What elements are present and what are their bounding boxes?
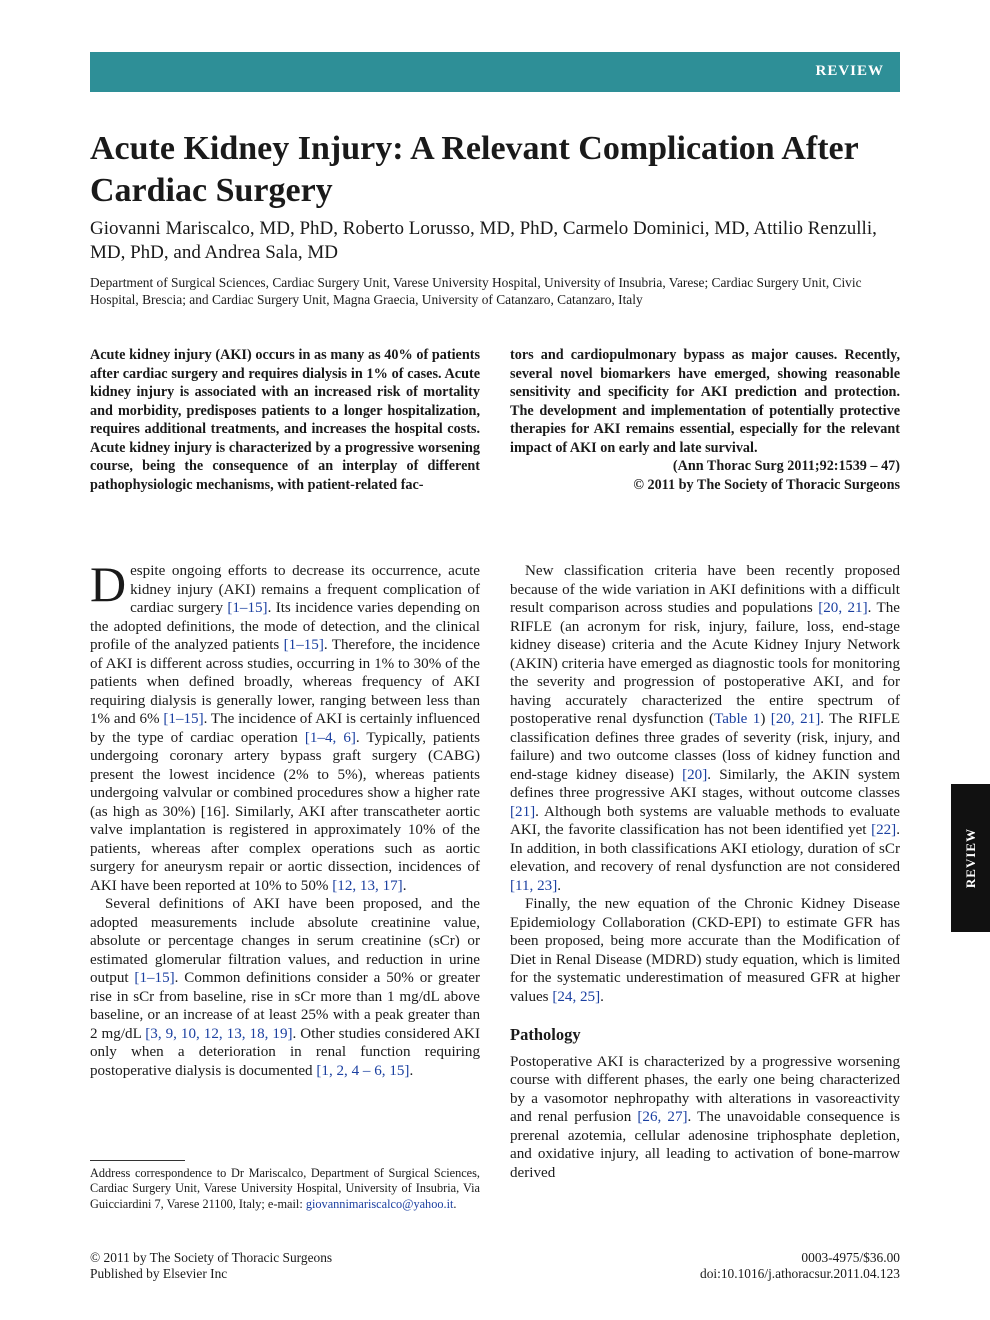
body-text: Postoperative AKI is characterized by a progressive worsening course with different phases, the early one being characterized by a vasomotor nephropathy with alterations in vasoreactivity and renal perfusion [510, 1053, 900, 1125]
body-text: espite ongoing efforts to decrease its occurrence, acute kidney injury (AKI) remains a frequent complication of cardiac surgery [130, 563, 480, 616]
body-text: . [557, 877, 562, 894]
paragraph-classification [510, 562, 900, 895]
footer-publisher: Published by Elsevier Inc [90, 1266, 228, 1281]
section-heading-pathology: Pathology [510, 1025, 581, 1044]
reference-link[interactable]: [1–15] [227, 600, 268, 616]
affiliation: Department of Surgical Sciences, Cardiac Surgery Unit, Varese University Hospital, University of Insubria, Varese; Cardiac Surgery Unit, Civic Hospital, Brescia; and Cardiac Surgery Unit, Magna Graecia, University of Catanzaro, Catanzaro, Italy [90, 275, 862, 307]
body-text: . [600, 988, 604, 1005]
reference-link[interactable]: [1–4, 6] [304, 729, 356, 746]
abstract-right [510, 346, 900, 494]
paragraph-intro [90, 556, 480, 895]
reference-link[interactable]: [21] [510, 803, 536, 820]
reference-link[interactable]: [12, 13, 17] [332, 877, 403, 894]
reference-link[interactable]: [1, 2, 4 – 6, 15] [316, 1062, 410, 1079]
body-column-left [90, 556, 480, 1080]
body-text: . Its incidence varies depending on the adopted definitions, the mode of detection, and the clinical profile of the analyzed patients [90, 600, 480, 653]
reference-link[interactable]: [20, 21] [770, 711, 821, 727]
reference-link[interactable]: [22] [871, 822, 897, 838]
paragraph-ckd-epi [510, 895, 900, 1006]
reference-link[interactable]: [26, 27] [637, 1109, 688, 1125]
drop-cap: D [90, 556, 127, 612]
body-text: . The incidence of AKI is certainly influenced by the type of cardiac operation [90, 711, 480, 746]
correspondence-text: Address correspondence to Dr Mariscalco, Department of Surgical Sciences, Cardiac Surgery Unit, Varese University Hospital, University of Insubria, Via Guicciardini 7, Varese 21100, Italy; e-mail: [90, 1166, 480, 1211]
abstract-left: Acute kidney injury (AKI) occurs in as many as 40% of patients after cardiac surgery and requires dialysis in 1% of cases. Acute kidney injury is associated with an increased risk of mortality and morbidity, predisposes patients to a longer hospitalization, requires additional treatments, and increases the hospital costs. Acute kidney injury is characterized by a progressive worsening course, being the consequence of an interplay of different pathophysiologic mechanisms, with patient-related fac- [90, 347, 480, 493]
body-text: . Similarly, the AKIN system defines three progressive AKI stages, without outcome classes [510, 766, 900, 801]
body-text: . [402, 877, 407, 894]
body-text: . In addition, in both classifications AKI etiology, duration of sCr elevation, and recovery of renal dysfunction are not considered [510, 822, 900, 875]
reference-link[interactable]: [3, 9, 10, 12, 13, 18, 19] [145, 1025, 293, 1042]
body-text: . Although both systems are valuable methods to evaluate AKI, the favorite classification has not been identified yet [510, 803, 900, 838]
reference-link[interactable]: [1–15] [134, 970, 175, 986]
footer-issn: 0003-4975/$36.00 [801, 1250, 900, 1265]
reference-link[interactable]: [11, 23] [510, 877, 558, 894]
abstract-right-text: tors and cardiopulmonary bypass as major causes. Recently, several novel biomarkers have emerged, showing reasonable sensitivity and specificity for AKI prediction and protection. The development and implementation of potentially protective therapies for AKI remains essential, especially for the relevant impact of AKI on early and late survival. [510, 347, 900, 456]
correspondence-end: . [453, 1196, 457, 1211]
email-link[interactable]: giovannimariscalco@yahoo.it [305, 1196, 454, 1211]
body-text: . Common definitions consider a 50% or greater rise in sCr from baseline, rise in sCr more than 1 mg/dL above baseline, or an increase of at least 25% with a peak greater than 2 mg/dL [90, 970, 480, 1042]
body-text: . [409, 1062, 414, 1079]
footer-right [700, 1250, 900, 1282]
author-list: Giovanni Mariscalco, MD, PhD, Roberto Lorusso, MD, PhD, Carmelo Dominici, MD, Attilio Renzulli, MD, PhD, and Andrea Sala, MD [90, 218, 877, 263]
body-text: . Typically, patients undergoing coronary artery bypass graft surgery (CABG) present the lowest incidence (2% to 5%), whereas patients undergoing valvular or combined procedures show a higher rate (as high as 30%) [16]. Similarly, AKI after transcatheter aortic valve implantation is registered in approximately 10% of the patients, whereas after complex operations such as aortic surgery for aneurysm repair or aortic dissection, incidences of AKI have been reported at 10% to 50% [90, 729, 480, 894]
body-text: . Other studies considered AKI only when a deterioration in renal function requiring postoperative dialysis is documented [90, 1025, 480, 1079]
body-text: . Therefore, the incidence of AKI is different across studies, occurring in 1% to 30% of the patients when defined broadly, whereas frequency of AKI requiring dialysis is generally lower, ranging between less than 1% and 6% [90, 637, 480, 727]
table-link[interactable]: Table 1 [714, 711, 761, 727]
footer-doi: doi:10.1016/j.athoracsur.2011.04.123 [700, 1266, 900, 1281]
footer-copyright: © 2011 by The Society of Thoracic Surgeons [90, 1250, 333, 1265]
paragraph-definitions [90, 895, 480, 1080]
body-text: ) [760, 711, 771, 727]
footer-left [90, 1250, 332, 1282]
body-column-right [510, 562, 900, 1182]
side-tab [951, 784, 990, 932]
body-text: . The RIFLE classification defines three grades of severity (risk, injury, and failure) and two outcome classes (loss of kidney function and end-stage kidney disease) [510, 711, 900, 783]
abstract-copyright: © 2011 by The Society of Thoracic Surgeons [633, 476, 900, 493]
article-title: Acute Kidney Injury: A Relevant Complication After Cardiac Surgery [90, 130, 859, 209]
footnote-divider [90, 1160, 185, 1161]
body-text: Finally, the new equation of the Chronic Kidney Disease Epidemiology Collaboration (CKD-EPI) to estimate GFR has been proposed, being more accurate than the Modification of Diet in Renal Disease (MDRD) study equation, which is limited for the systematic underestimation of measured GFR at higher values [510, 896, 900, 1005]
body-text: New classification criteria have been recently proposed because of the wide variation in AKI definitions with a difficult result comparison across studies and populations [510, 563, 900, 616]
section-banner [90, 52, 900, 92]
reference-link[interactable]: [1–15] [283, 637, 324, 653]
reference-link[interactable]: [24, 25] [552, 988, 601, 1005]
reference-link[interactable]: [1–15] [163, 711, 204, 727]
journal-citation: (Ann Thorac Surg 2011;92:1539 – 47) [672, 458, 900, 474]
body-text: . The unavoidable consequence is prerenal azotemia, cellular adenosine triphosphate depletion, and oxidative injury, all leading to activation of bone-marrow derived [510, 1109, 900, 1181]
reference-link[interactable]: [20] [682, 766, 708, 783]
side-tab-label: REVIEW [962, 827, 978, 889]
reference-link[interactable]: [20, 21] [818, 600, 868, 616]
paragraph-pathology [510, 1053, 900, 1183]
correspondence-note [90, 1166, 480, 1212]
body-text: . The RIFLE (an acronym for risk, injury, failure, loss, end-stage kidney disease) criteria and the Acute Kidney Injury Network (AKIN) criteria have emerged as diagnostic tools for monitoring the severity and progression of postoperative AKI, and for having accurately characterized the entire spectrum of postoperative renal dysfunction ( [510, 600, 900, 727]
section-label: REVIEW [815, 63, 884, 79]
body-text: Several definitions of AKI have been proposed, and the adopted measurements include absolute creatinine value, absolute or percentage changes in serum creatinine (sCr) or estimated glomerular filtration values, and reduction in urine output [90, 896, 480, 986]
